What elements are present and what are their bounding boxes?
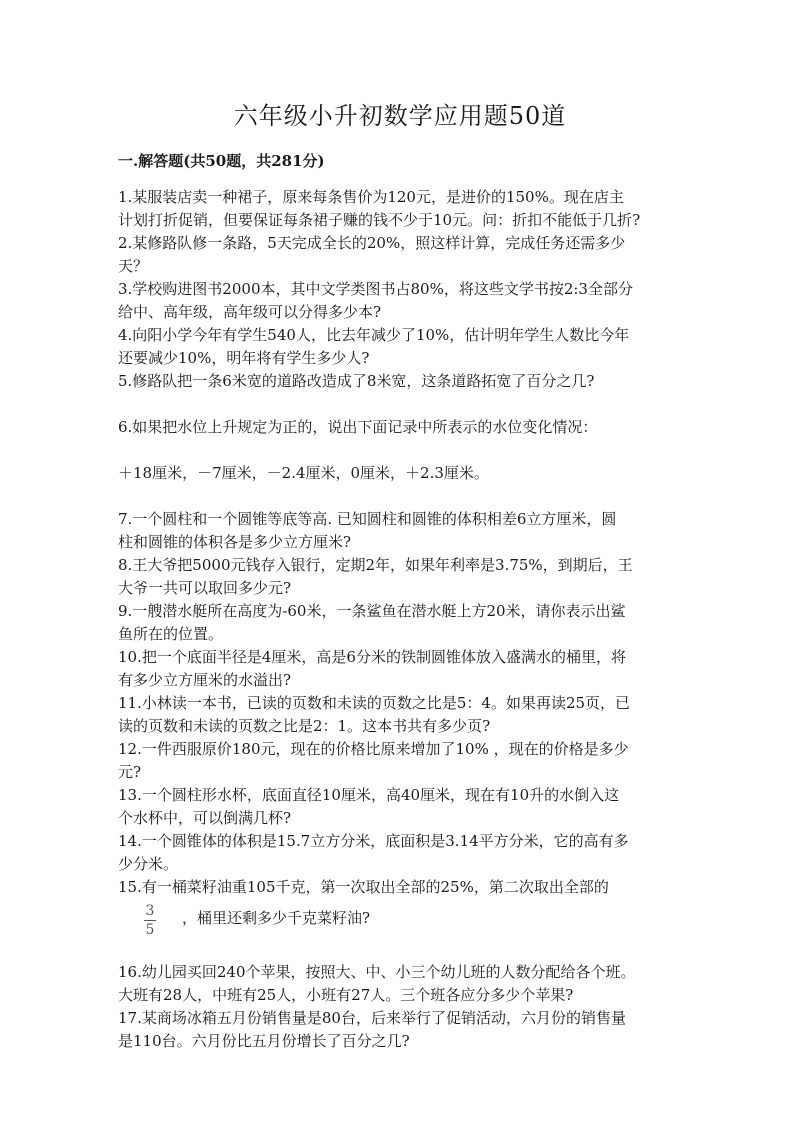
question-line: 元? (118, 763, 142, 781)
question-line: 读的页数和未读的页数之比是2：1。这本书共有多少页? (118, 717, 491, 735)
page-title: 六年级小升初数学应用题50道 (233, 102, 567, 130)
question-line: 2.某修路队修一条路，5天完成全长的20%，照这样计算，完成任务还需多少 (118, 234, 626, 252)
question-block-2 (118, 961, 696, 1053)
blank-line (118, 393, 696, 416)
fraction-question-text: ，桶里还剩多少千克菜籽油? (182, 909, 371, 927)
question-line: 9.一艘潜水艇所在高度为-60米，一条鲨鱼在潜水艇上方20米，请你表示出鲨 (118, 602, 626, 620)
question-line: 大爷一共可以取回多少元? (118, 579, 292, 597)
question-line: 13.一个圆柱形水杯，底面直径10厘米，高40厘米，现在有10升的水倒入这 (118, 786, 620, 804)
fraction-denominator: 5 (145, 922, 155, 938)
fraction-numerator: 3 (145, 903, 155, 919)
question-line: 计划打折促销，但要保证每条裙子赚的钱不少于10元。问：折扣不能低于几折? (118, 211, 641, 229)
question-line: 6.如果把水位上升规定为正的，说出下面记录中所表示的水位变化情况： (118, 418, 598, 436)
question-line: 是110台。六月份比五月份增长了百分之几? (118, 1032, 410, 1050)
question-line: 15.有一桶菜籽油重105千克，第一次取出全部的25%，第二次取出全部的 (118, 878, 609, 896)
question-line: 柱和圆锥的体积各是多少立方厘米? (118, 533, 352, 551)
question-line: 鱼所在的位置。 (118, 625, 224, 643)
question-line: ＋18厘米，－7厘米，－2.4厘米，0厘米，＋2.3厘米。 (118, 464, 489, 482)
question-line: 12.一件西服原价180元，现在的价格比原来增加了10% ，现在的价格是多少 (118, 740, 629, 758)
question-line: 有多少立方厘米的水溢出? (118, 671, 292, 689)
question-line: 11.小林读一本书，已读的页数和未读的页数之比是5：4。如果再读25页，已 (118, 694, 631, 712)
question-line: 给中、高年级，高年级可以分得多少本? (118, 303, 382, 321)
question-line: 16.幼儿园买回240个苹果，按照大、中、小三个幼儿班的人数分配给各个班。 (118, 963, 636, 981)
question-line: 天？ (118, 257, 149, 275)
fraction-three-fifths (144, 903, 156, 938)
question-line: 4.向阳小学今年有学生540人，比去年减少了10%，估计明年学生人数比今年 (118, 326, 630, 344)
question-line: 8.王大爷把5000元钱存入银行，定期2年，如果年利率是3.75%，到期后，王 (118, 556, 633, 574)
question-line: 1.某服装店卖一种裙子，原来每条售价为120元，是进价的150%。现在店主 (118, 188, 624, 206)
question-line: 14.一个圆锥体的体积是15.7立方分米，底面积是3.14平方分米，它的高有多 (118, 832, 629, 850)
question-line: 7.一个圆柱和一个圆锥等底等高. 已知圆柱和圆锥的体积相差6立方厘米，圆 (118, 510, 617, 528)
question-line: 5.修路队把一条6米宽的道路改造成了8米宽，这条道路拓宽了百分之几? (118, 372, 595, 390)
question-line: 少分米。 (118, 855, 179, 873)
question-line: 大班有28人，中班有25人，小班有27人。三个班各应分多少个苹果? (118, 986, 574, 1004)
question-line: 还要减少10%，明年将有学生多少人? (118, 349, 370, 367)
blank-line (118, 485, 696, 508)
fraction-line (118, 899, 696, 961)
question-block-1 (118, 186, 696, 899)
question-line: 10.把一个底面半径是4厘米，高是6分米的铁制圆锥体放入盛满水的桶里，将 (118, 648, 626, 666)
section-heading: 一.解答题(共50题，共281分) (118, 152, 325, 170)
question-line: 17.某商场冰箱五月份销售量是80台，后来举行了促销活动，六月份的销售量 (118, 1009, 626, 1027)
fraction-bar (144, 920, 156, 921)
question-list (118, 186, 696, 1053)
question-line: 3.学校购进图书2000本，其中文学类图书占80%，将这些文学书按2:3全部分 (118, 280, 633, 298)
question-line: 个水杯中，可以倒满几杯? (118, 809, 292, 827)
blank-line (118, 439, 696, 462)
